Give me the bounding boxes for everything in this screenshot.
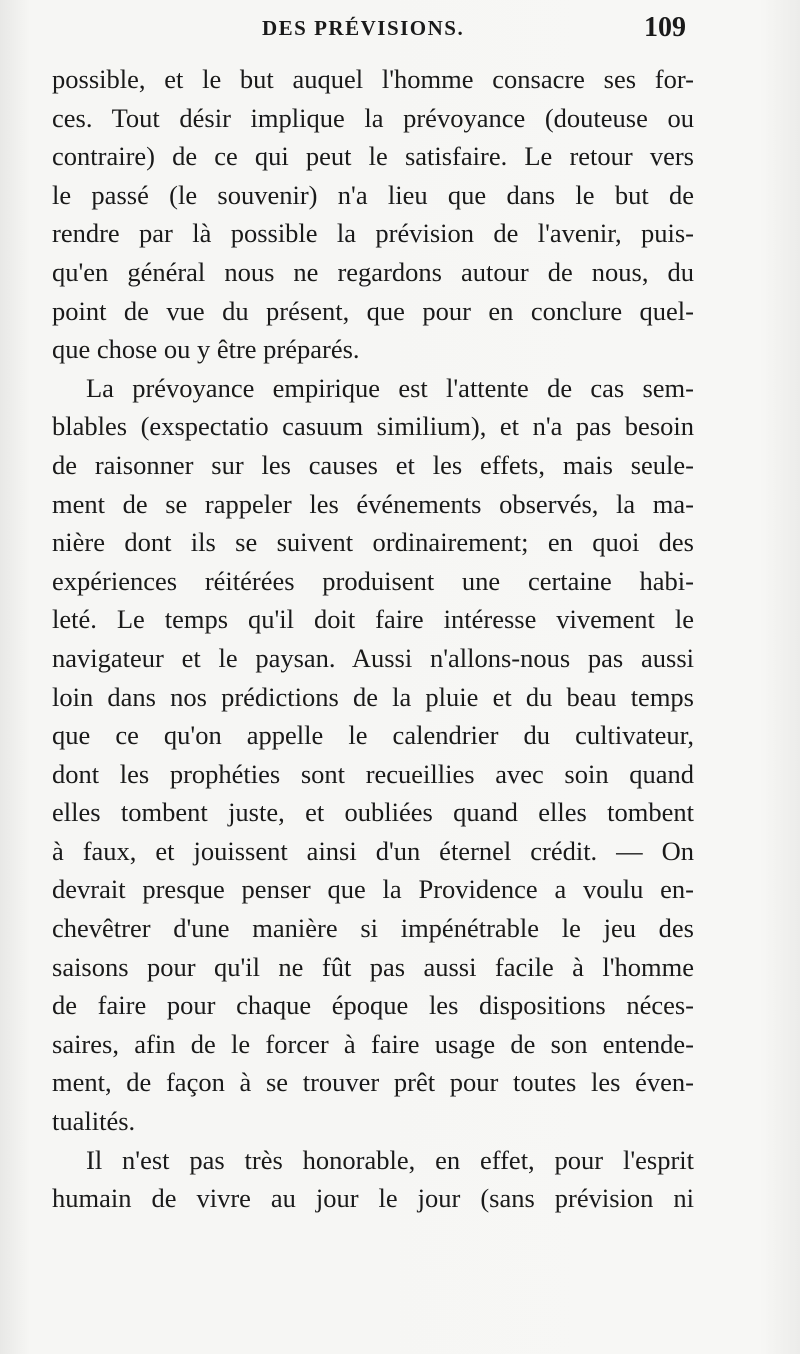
text-line: point de vue du présent, que pour en conclure quel- (52, 295, 694, 326)
body-text (52, 60, 694, 1218)
text-line: saisons pour qu'il ne fût pas aussi facile à l'homme (52, 951, 694, 982)
text-line: loin dans nos prédictions de la pluie et du beau temps (52, 681, 694, 712)
text-line: Il n'est pas très honorable, en effet, pour l'esprit (86, 1144, 694, 1175)
text-line: humain de vivre au jour le jour (sans prévision ni (52, 1183, 694, 1214)
text-line: ment, de façon à se trouver prêt pour toutes les éven- (52, 1067, 694, 1098)
text-line: expériences réitérées produisent une certaine habi- (52, 565, 694, 596)
text-line: dont les prophéties sont recueillies avec soin quand (52, 758, 694, 789)
text-line: que chose ou y être préparés. (52, 334, 360, 365)
text-line: ment de se rappeler les événements observés, la ma- (52, 488, 694, 519)
text-line: de faire pour chaque époque les dispositions néces- (52, 990, 694, 1021)
text-line: blables (exspectatio casuum similium), et n'a pas besoin (52, 411, 694, 442)
text-line: le passé (le souvenir) n'a lieu que dans le but de (52, 179, 694, 210)
text-line: chevêtrer d'une manière si impénétrable le jeu des (52, 913, 694, 944)
page-number: 109 (644, 12, 686, 43)
text-line: rendre par là possible la prévision de l'avenir, puis- (52, 218, 694, 249)
text-line: La prévoyance empirique est l'attente de cas sem- (86, 372, 694, 403)
text-line: saires, afin de le forcer à faire usage de son entende- (52, 1028, 694, 1059)
running-head: DES PRÉVISIONS. (262, 16, 465, 40)
text-line: devrait presque penser que la Providence a voulu en- (52, 874, 694, 905)
text-line: tualités. (52, 1106, 136, 1137)
text-line: ces. Tout désir implique la prévoyance (douteuse ou (52, 102, 694, 133)
text-line: elles tombent juste, et oubliées quand elles tombent (52, 797, 694, 828)
text-line: navigateur et le paysan. Aussi n'allons-nous pas aussi (52, 642, 694, 673)
text-line: qu'en général nous ne regardons autour de nous, du (52, 256, 694, 287)
text-line: leté. Le temps qu'il doit faire intéresse vivement le (52, 604, 694, 635)
text-line: que ce qu'on appelle le calendrier du cultivateur, (52, 720, 694, 751)
text-line: possible, et le but auquel l'homme consacre ses for- (52, 64, 694, 94)
page-header (52, 12, 692, 52)
text-line: à faux, et jouissent ainsi d'un éternel crédit. — On (52, 835, 694, 866)
text-line: contraire) de ce qui peut le satisfaire. Le retour vers (52, 141, 694, 172)
text-line: nière dont ils se suivent ordinairement; en quoi des (52, 527, 694, 558)
text-line: de raisonner sur les causes et les effets, mais seule- (52, 449, 694, 480)
